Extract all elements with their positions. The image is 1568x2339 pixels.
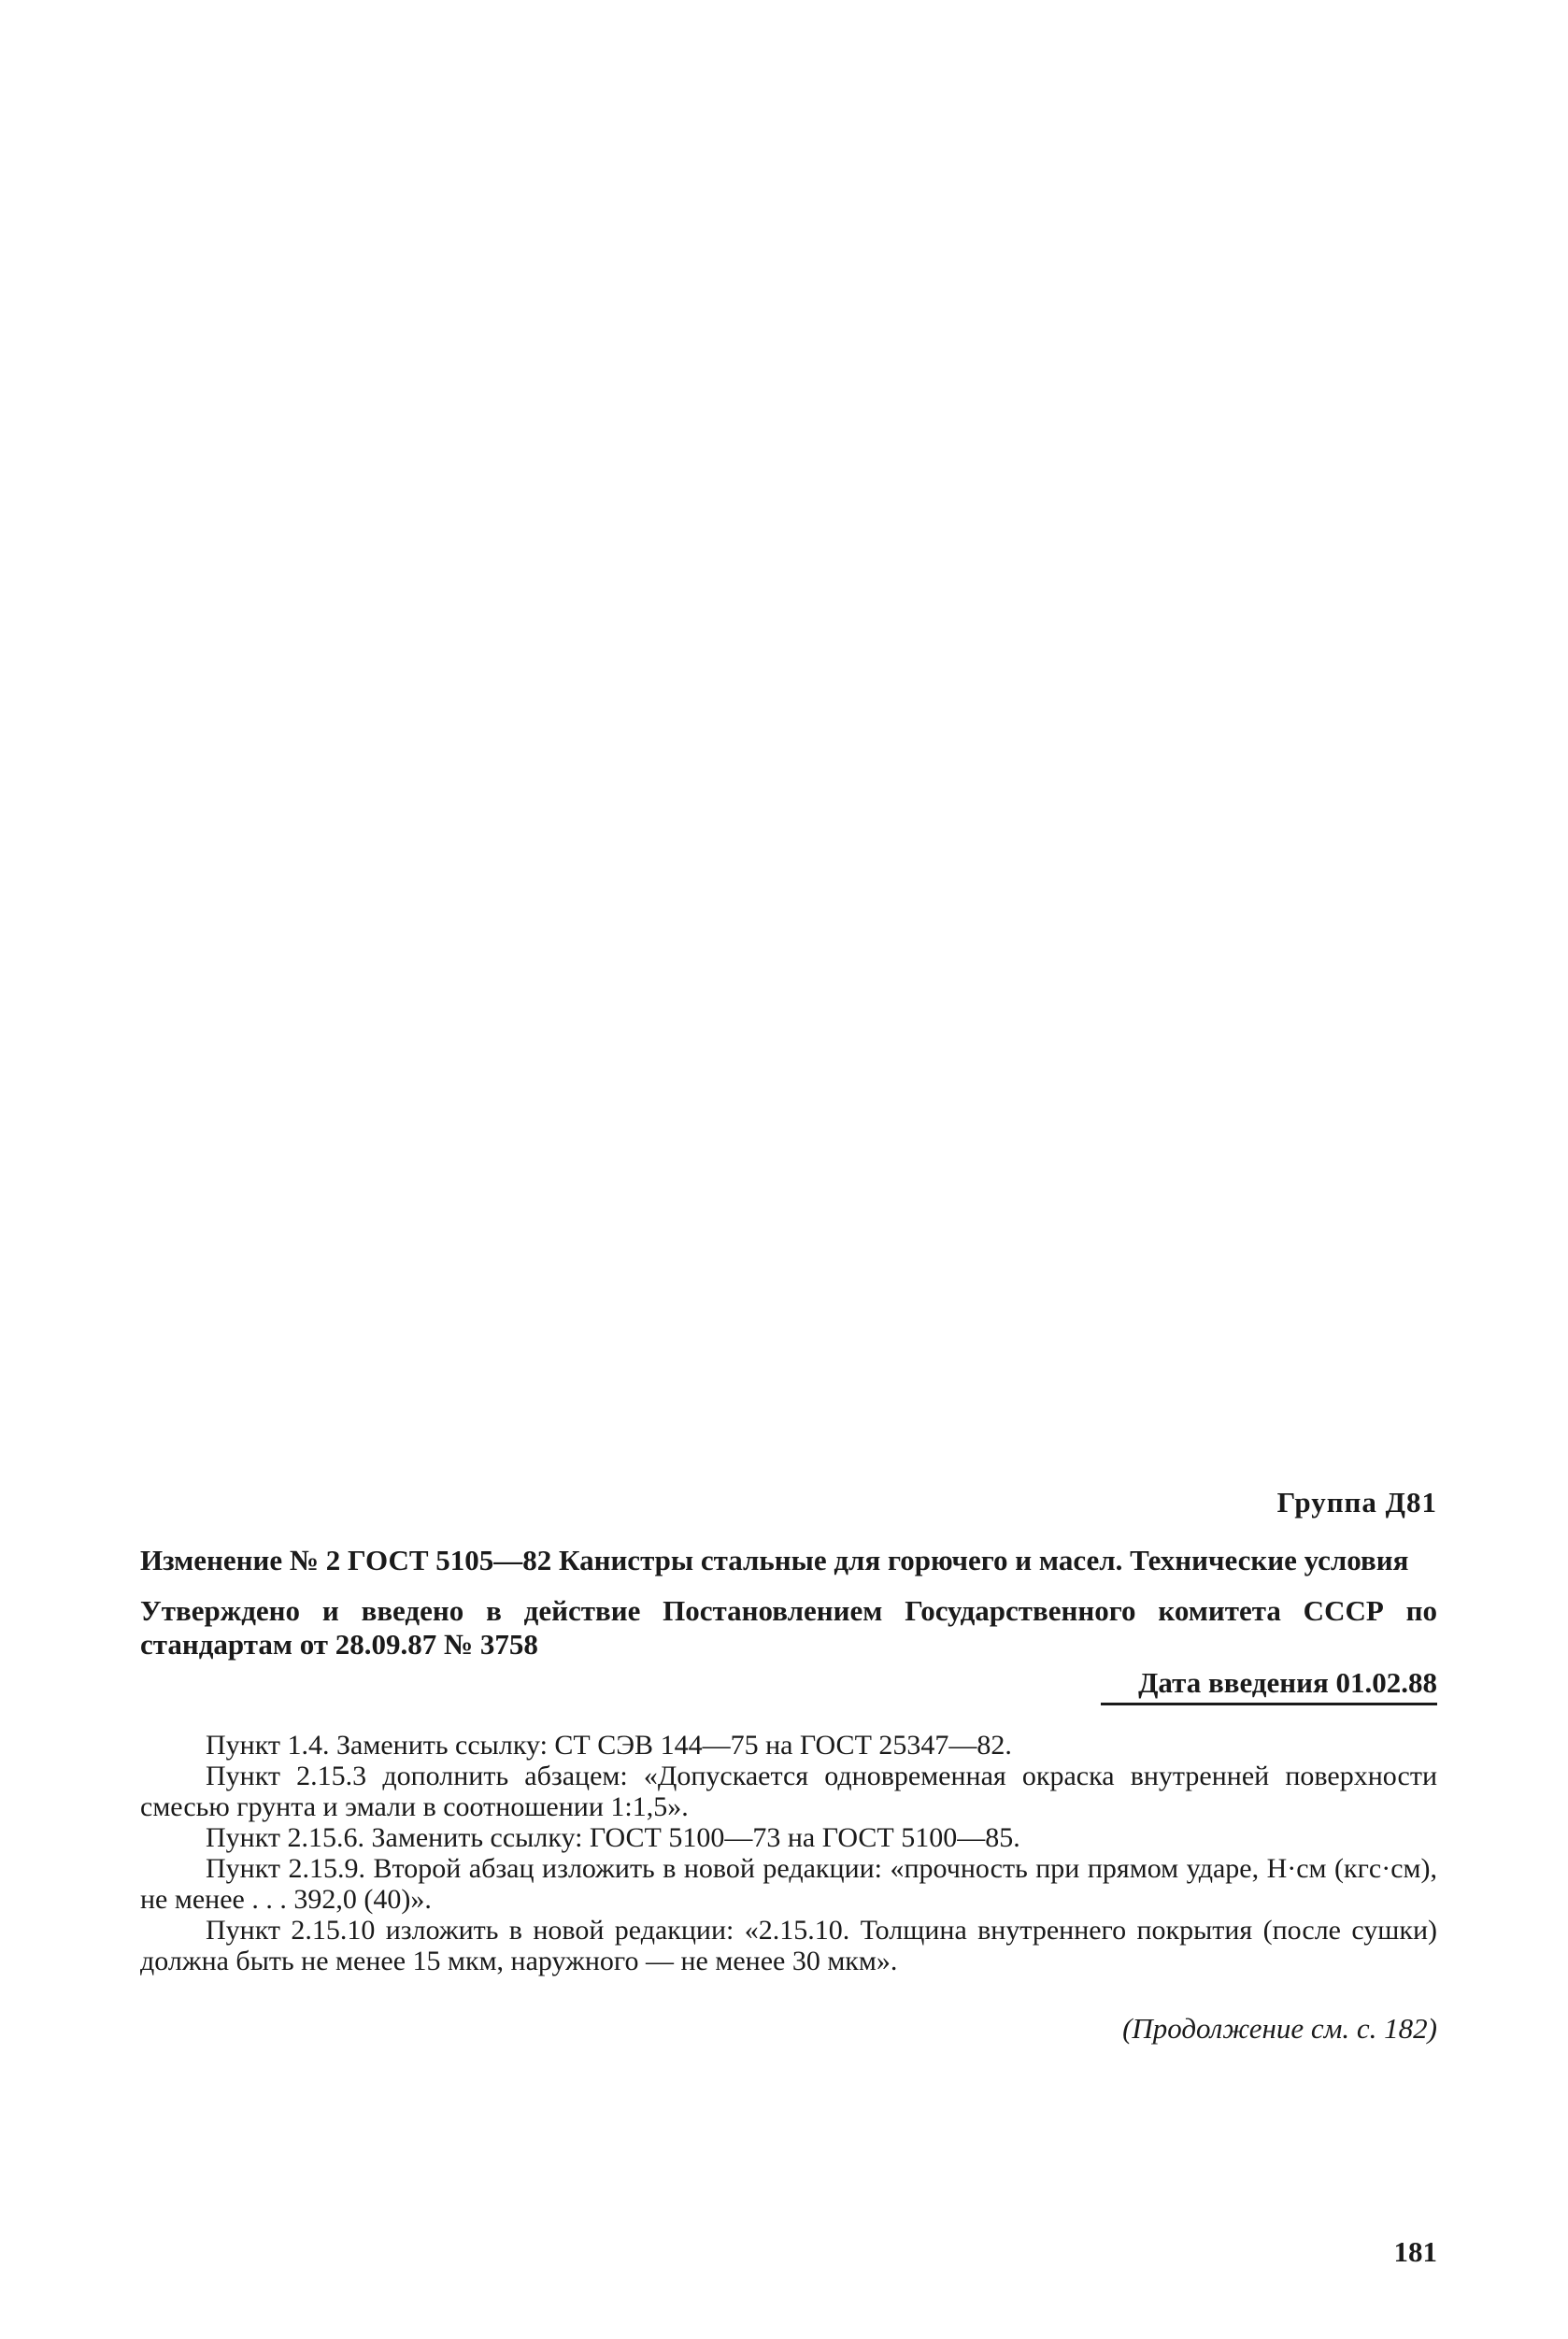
introduction-date-row bbox=[140, 1665, 1437, 1705]
paragraph-2-15-10: Пункт 2.15.10 изложить в новой редакции: «2.15.10. Толщина внутреннего покрытия (после сушки) должна быть не менее 15 мкм, наружного — не менее 30 мкм». bbox=[140, 1915, 1437, 1976]
paragraph-2-15-3: Пункт 2.15.3 дополнить абзацем: «Допускается одновременная окраска внутренней поверхности смесью грунта и эмали в соотношении 1:1,5». bbox=[140, 1761, 1437, 1822]
paragraph-2-15-9: Пункт 2.15.9. Второй абзац изложить в новой редакции: «прочность при прямом ударе, Н·см (кгс·см), не менее . . . 392,0 (40)». bbox=[140, 1853, 1437, 1915]
introduction-date: Дата введения 01.02.88 bbox=[1101, 1665, 1437, 1705]
amendment-body bbox=[140, 1730, 1437, 1976]
paragraph-2-15-6: Пункт 2.15.6. Заменить ссылку: ГОСТ 5100—73 на ГОСТ 5100—85. bbox=[206, 1822, 1020, 1853]
group-label: Группа Д81 bbox=[1276, 1486, 1437, 1519]
approval-statement: Утверждено и введено в действие Постановлением Государственного комитета СССР по стандартам от 28.09.87 № 3758 bbox=[140, 1594, 1437, 1661]
continuation-note: (Продолжение см. с. 182) bbox=[1122, 2012, 1437, 2045]
paragraph-1-4: Пункт 1.4. Заменить ссылку: СТ СЭВ 144—75 на ГОСТ 25347—82. bbox=[206, 1730, 1012, 1761]
page-number: 181 bbox=[1393, 2235, 1437, 2268]
document-page bbox=[140, 1486, 1437, 2046]
change-title: Изменение № 2 ГОСТ 5105—82 Канистры стальные для горючего и масел. Технические условия bbox=[140, 1544, 1409, 1576]
